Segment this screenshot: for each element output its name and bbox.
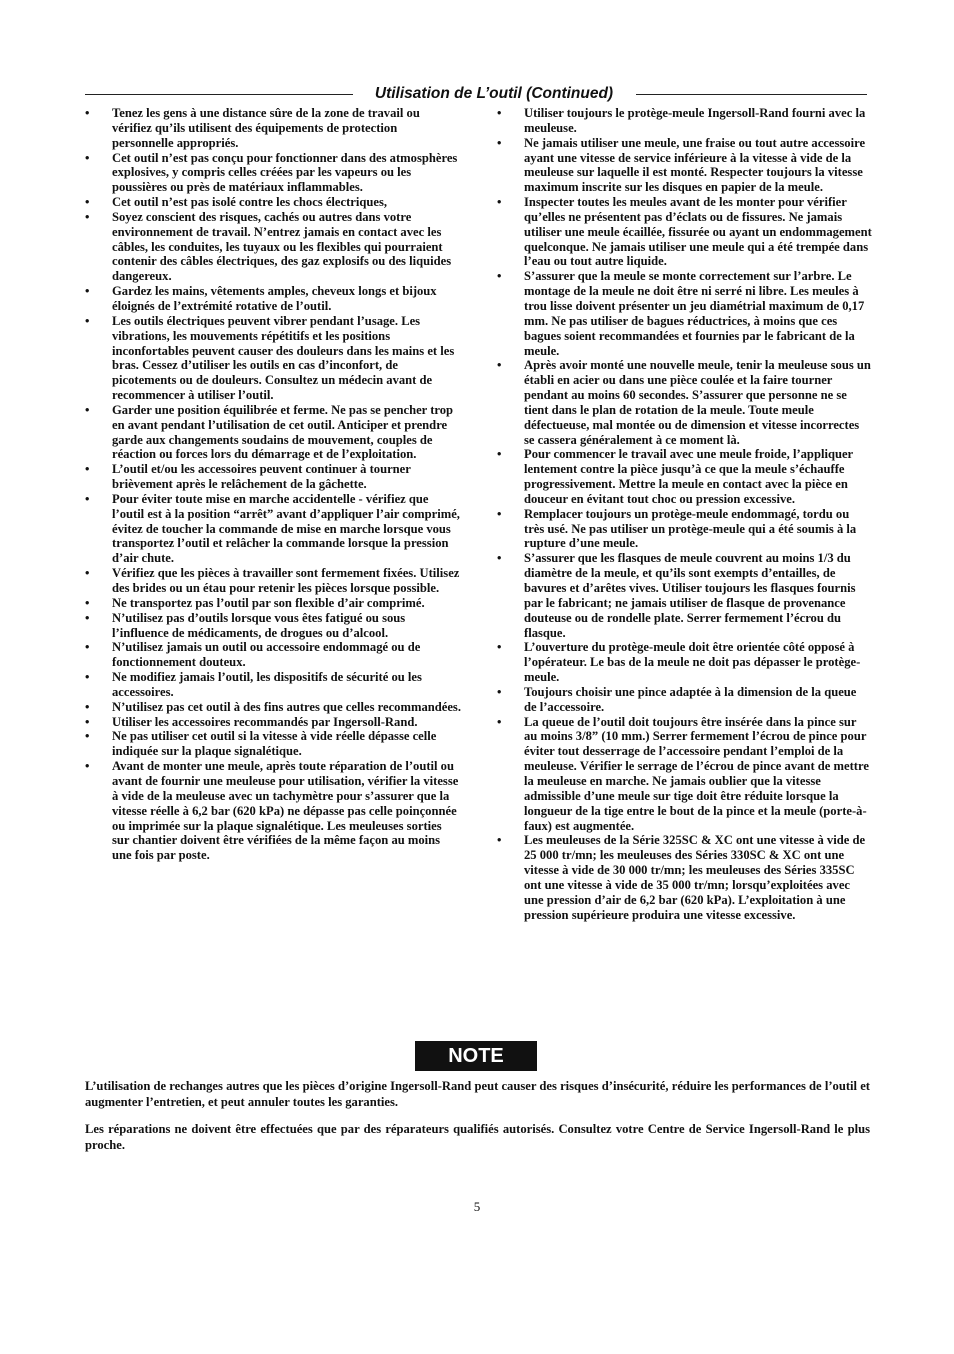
bullet-item <box>497 507 872 552</box>
bullet-item <box>497 715 872 834</box>
bullet-item <box>85 314 461 403</box>
bullet-icon: • <box>85 313 90 328</box>
bullet-text: Utiliser toujours le protège-meule Ingersoll-Rand fourni avec la meuleuse. <box>524 106 866 135</box>
bullet-icon: • <box>85 284 90 299</box>
bullet-text: Ne jamais utiliser une meule, une fraise ou tout autre accessoire ayant une vitesse de service inférieure à la vitesse à vide de la meuleuse sur laquelle il est monté. Respecter toujours la vitesse maximum inscrite sur les disques en papier de la meule. <box>524 135 866 195</box>
page-number: 5 <box>473 1199 481 1214</box>
bullet-item <box>85 729 461 759</box>
bullet-icon: • <box>85 759 90 774</box>
bullet-item <box>85 640 461 670</box>
bullet-icon: • <box>497 358 502 373</box>
bullet-text: Pour commencer le travail avec une meule froide, l’appliquer lentement contre la pièce jusqu’à ce que la meule s’échauffe progressivement. Mettre la meule en contact avec la pièce en douceur en évitant tout choc ou pression excessive. <box>524 447 853 506</box>
bullet-text: Garder une position équilibrée et ferme. Ne pas se pencher trop en avant pendant l’utilisation de cet outil. Anticiper et prendre garde aux changements soudains de mouvement, couples de réaction ou forces lors du démarrage et de l’exploitation. <box>112 402 454 462</box>
bullet-icon: • <box>85 670 90 685</box>
note-paragraph: L’utilisation de rechanges autres que les pièces d’origine Ingersoll-Rand peut causer des risques d’insécurité, réduire les performances de l’outil et augmenter l’entretien, et peut annuler toutes les garanties. <box>85 1079 870 1109</box>
right-bullet-list <box>497 106 872 922</box>
bullet-icon: • <box>85 566 90 581</box>
bullet-item <box>497 447 872 506</box>
bullet-icon: • <box>85 729 90 744</box>
right-column <box>497 106 872 922</box>
bullet-icon: • <box>497 551 502 566</box>
bullet-icon: • <box>85 640 90 655</box>
bullet-item <box>497 685 872 715</box>
bullet-text: Ne modifiez jamais l’outil, les dispositifs de sécurité ou les accessoires. <box>112 670 422 699</box>
bullet-text: Ne transportez pas l’outil par son flexible d’air comprimé. <box>112 595 425 610</box>
bullet-item <box>497 640 872 685</box>
bullet-item <box>497 269 872 358</box>
bullet-icon: • <box>85 195 90 210</box>
bullet-text: S’assurer que les flasques de meule couvrent au moins 1/3 du diamètre de la meule, et qu’ils sont exempts d’entailles, de bavures et d’arêtes vives. Utiliser toujours les flasques fournis par le fabricant; ne jamais utiliser de flasque de provenance douteuse ou de rondelle plate. Serrer fermement l’écrou du flasque. <box>524 551 856 640</box>
bullet-icon: • <box>85 150 90 165</box>
bullet-text: S’assurer que la meule se monte correctement sur l’arbre. Le montage de la meule ne doit être ni serré ni libre. Les meules à trou lisse doivent présenter un jeu diamétrial maximum de 0,17 mm. Ne pas utiliser de bagues réductrices, à moins que ces bagues soient recommandées et fournies par le fabricant de la meule. <box>524 269 865 358</box>
bullet-item <box>85 715 461 730</box>
bullet-item <box>497 136 872 195</box>
bullet-item <box>85 759 461 863</box>
bullet-icon: • <box>497 640 502 655</box>
bullet-item <box>497 106 872 136</box>
bullet-text: Cet outil n’est pas conçu pour fonctionner dans des atmosphères explosives, y compris celles créées par les vapeurs ou les poussières ou près de matériaux inflammables. <box>112 150 458 195</box>
bullet-icon: • <box>497 195 502 210</box>
bullet-text: Gardez les mains, vêtements amples, cheveux longs et bijoux éloignés de l’extrémité rotative de l’outil. <box>112 284 437 313</box>
bullet-item <box>85 492 461 566</box>
note-badge: NOTE <box>415 1041 537 1071</box>
bullet-icon: • <box>85 610 90 625</box>
bullet-text: Soyez conscient des risques, cachés ou autres dans votre environnement de travail. N’entrez jamais en contact avec les câbles, les conduites, les tuyaux ou les flexibles qui pourraient contenir des câbles électriques, des gaz explosifs ou des liquides dangereux. <box>112 209 452 284</box>
bullet-icon: • <box>497 135 502 150</box>
bullet-item <box>497 195 872 269</box>
bullet-text: N’utilisez jamais un outil ou accessoire endommagé ou de fonctionnement douteux. <box>112 640 421 670</box>
bullet-text: Les meuleuses de la Série 325SC & XC ont une vitesse à vide de 25 000 tr/mn; les meuleuses des Séries 330SC & XC ont une vitesse à vide de 30 000 tr/mn; les meuleuses des Séries 335SC ont une vitesse à vide de 35 000 tr/mn; lorsqu’exploitées avec une pression d’air de 6,2 bar (620 kPa). L’exploitation à une pression supérieure produira une vitesse excessive. <box>524 833 866 922</box>
bullet-item <box>85 611 461 641</box>
bullet-text: Ne pas utiliser cet outil si la vitesse à vide réelle dépasse celle indiquée sur la plaque signalétique. <box>112 729 437 759</box>
bullet-text: Utiliser les accessoires recommandés par Ingersoll-Rand. <box>112 714 418 729</box>
bullet-icon: • <box>85 714 90 729</box>
bullet-text: Les outils électriques peuvent vibrer pendant l’usage. Les vibrations, les mouvements répétitifs et les positions inconfortables peuvent causer des douleurs dans les mains et les bras. Cessez d’utiliser les outils en cas d’inconfort, de picotements ou de douleurs. Consultez un médecin avant de recommencer à utiliser l’outil. <box>112 313 455 403</box>
bullet-item <box>85 596 461 611</box>
bullet-icon: • <box>497 684 502 699</box>
bullet-icon: • <box>85 491 90 506</box>
bullet-text: L’outil et/ou les accessoires peuvent continuer à tourner brièvement après le relâchement de la gâchette. <box>112 462 411 492</box>
bullet-item <box>85 462 461 492</box>
bullet-text: N’utilisez pas cet outil à des fins autres que celles recommandées. <box>112 699 461 714</box>
bullet-text: Remplacer toujours un protège-meule endommagé, tordu ou très usé. Ne pas utiliser un protège-meule qui a été soumis à la rupture d’une meule. <box>524 506 857 551</box>
bullet-item <box>85 210 461 284</box>
bullet-icon: • <box>85 462 90 477</box>
bullet-icon: • <box>85 209 90 224</box>
bullet-text: Vérifiez que les pièces à travailler sont fermement fixées. Utilisez des brides ou un étau pour retenir les pièces lorsque possible. <box>112 566 460 595</box>
section-title: Utilisation de L’outil (Continued) <box>374 85 614 102</box>
bullet-text: Avant de monter une meule, après toute réparation de l’outil ou avant de fournir une meuleuse pour utilisation, vérifier la vitesse à vide de la meuleuse avec un tachymètre pour s’assurer que la vitesse réelle à 6,2 bar (620 kPa) ne dépasse pas celle poinçonnée ou imprimée sur la plaque signalétique. Les meuleuses sorties sur chantier doivent être vérifiées de la même façon au moins une fois par poste. <box>112 759 459 863</box>
bullet-icon: • <box>497 833 502 848</box>
bullet-item <box>85 284 461 314</box>
bullet-text: Inspecter toutes les meules avant de les monter pour vérifier qu’elles ne présentent pas d’éclats ou de fissures. Ne jamais utiliser une meule écaillée, fissurée ou ayant un endommagement quelconque. Ne jamais utiliser une meule qui a été trempée dans l’eau ou tout autre liquide. <box>524 195 872 269</box>
bullet-item <box>497 551 872 640</box>
header-rule-left <box>85 94 353 95</box>
left-bullet-list <box>85 106 461 863</box>
bullet-text: Pour éviter toute mise en marche accidentelle - vérifiez que l’outil est à la position “arrêt” avant d’appliquer l’air comprimé, évitez de toucher la commande de mise en marche lorsque vous transportez l’outil et relâcher la commande lorsque la pression d’air chute. <box>112 491 460 566</box>
bullet-text: Cet outil n’est pas isolé contre les chocs électriques, <box>112 195 388 210</box>
bullet-text: Tenez les gens à une distance sûre de la zone de travail ou vérifiez qu’ils utilisent des équipements de protection personnelle appropriés. <box>112 106 420 150</box>
bullet-item <box>85 195 461 210</box>
bullet-text: Après avoir monté une nouvelle meule, tenir la meuleuse sous un établi en acier ou dans une pièce coulée et la faire tourner pendant au moins 60 secondes. S’assurer que personne ne se tient dans le plan de rotation de la meule. Toute meule défectueuse, mal montée ou de dimension et vitesse incorrectes se cassera généralement à ce moment là. <box>524 358 871 447</box>
bullet-item <box>85 566 461 596</box>
bullet-item <box>497 833 872 922</box>
bullet-text: Toujours choisir une pince adaptée à la dimension de la queue de l’accessoire. <box>524 684 857 714</box>
bullet-item <box>85 151 461 196</box>
bullet-icon: • <box>497 269 502 284</box>
bullet-icon: • <box>497 506 502 521</box>
bullet-icon: • <box>85 699 90 714</box>
bullet-icon: • <box>497 714 502 729</box>
bullet-icon: • <box>85 595 90 610</box>
left-column <box>85 106 461 863</box>
bullet-text: L’ouverture du protège-meule doit être orientée côté opposé à l’opérateur. Le bas de la meule ne doit pas dépasser le protège-meule. <box>524 640 861 685</box>
bullet-item <box>85 106 461 151</box>
section-header <box>85 84 867 104</box>
bullet-text: N’utilisez pas d’outils lorsque vous êtes fatigué ou sous l’influence de médicaments, de drogues ou d’alcool. <box>112 610 406 640</box>
bullet-text: La queue de l’outil doit toujours être insérée dans la pince sur au moins 3/8” (10 mm.) Serrer fermement l’écrou de pince pour éviter tout desserrage de l’accessoire pendant l’emploi de la meuleuse. Vérifier le serrage de l’écrou de pince avant de mettre la meuleuse en marche. Ne jamais oublier que la vitesse admissible d’une meule sur tige doit être réduite lorsque la longueur de la tige entre le bout de la pince et la meule (porte-à-faux) est augmentée. <box>524 714 869 833</box>
bullet-icon: • <box>85 402 90 417</box>
bullet-item <box>497 358 872 447</box>
bullet-item <box>85 670 461 700</box>
note-paragraph: Les réparations ne doivent être effectuées que par des réparateurs qualifiés autorisés. Consultez votre Centre de Service Ingersoll-Rand le plus proche. <box>85 1122 870 1152</box>
bullet-item <box>85 700 461 715</box>
bullet-item <box>85 403 461 462</box>
bullet-icon: • <box>497 106 502 120</box>
bullet-icon: • <box>497 447 502 462</box>
header-rule-right <box>636 94 867 95</box>
bullet-icon: • <box>85 106 90 120</box>
